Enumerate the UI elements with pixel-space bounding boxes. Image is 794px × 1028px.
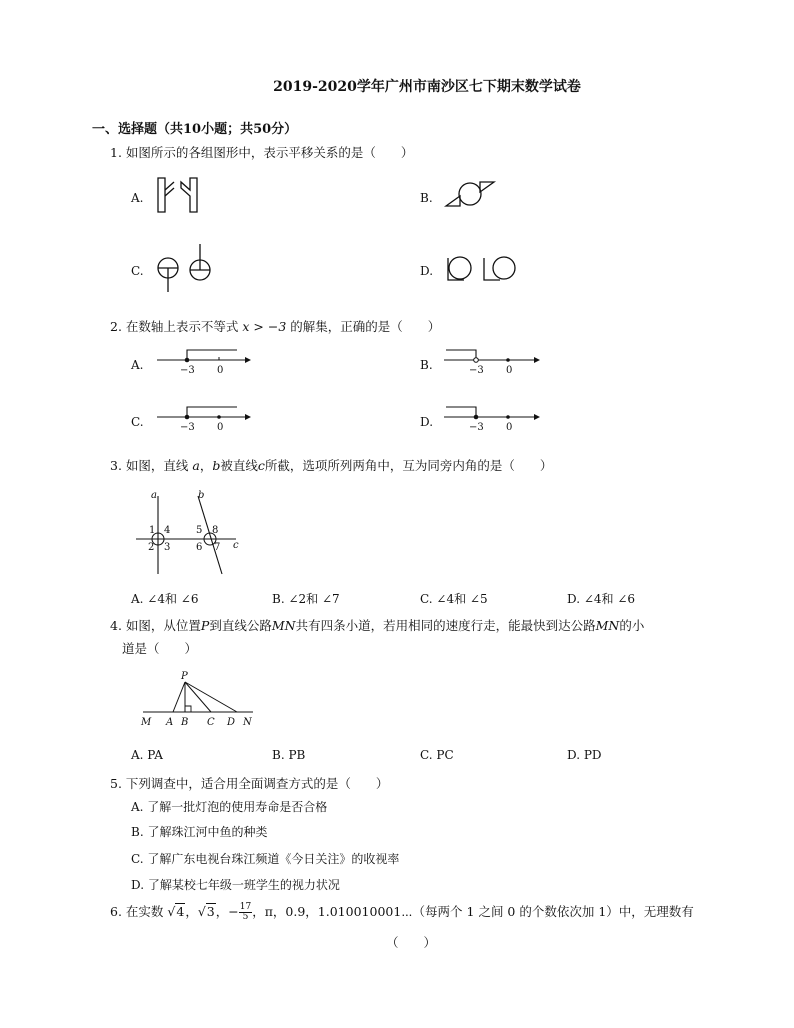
- q2-numberline-c: [155, 401, 255, 435]
- question-6-stem: [110, 902, 694, 922]
- q3-option-b: B. ∠2和 ∠7: [272, 592, 340, 606]
- q3-comma: ，: [199, 458, 213, 473]
- q4-stem-mid: 到直线公路: [209, 618, 272, 633]
- q4-label-m: M: [141, 717, 152, 728]
- q3-stem-pre: 3. 如图，直线: [110, 458, 189, 473]
- q2a-tick-0: 0: [217, 365, 224, 376]
- q3-figure: [130, 488, 250, 578]
- q1-option-c-label: C.: [131, 264, 144, 278]
- q6-stem-pre: 6. 在实数: [110, 904, 164, 919]
- q1-option-b-label: B.: [420, 191, 433, 205]
- q2-numberline-a: [155, 344, 255, 378]
- q3-stem-post: 所截，选项所列两角中，互为同旁内角的是（ ）: [264, 458, 553, 473]
- question-5-stem: 5. 下列调查中，适合用全面调查方式的是（ ）: [110, 776, 389, 791]
- q2-option-a-label: A.: [131, 358, 144, 372]
- q4-road-mn-2: MN: [595, 618, 620, 633]
- q4-stem-post: 共有四条小道，若用相同的速度行走，能最快到达公路: [295, 618, 596, 633]
- q4-label-p: P: [181, 671, 188, 682]
- question-3-stem: [110, 456, 552, 474]
- question-6-blank: （ ）: [386, 935, 437, 950]
- q3-line-a: a: [192, 458, 200, 473]
- q2-option-d-label: D.: [420, 415, 434, 429]
- q6-stem-rest: ，π，0.9，1.010010001⋯（每两个 1 之间 0 的个数依次加 1）中，无理数有: [252, 904, 694, 919]
- q3-angle-3: 3: [164, 542, 171, 553]
- q4-stem-end: 的小: [619, 618, 645, 633]
- q5-option-c: C. 了解广东电视台珠江频道《今日关注》的收视率: [131, 852, 400, 866]
- question-4-stem-line2: 道是（ ）: [122, 641, 198, 656]
- q3-angle-1: 1: [149, 525, 156, 536]
- q5-option-a: A. 了解一批灯泡的使用寿命是否合格: [131, 800, 328, 814]
- q3-angle-5: 5: [196, 525, 203, 536]
- section-heading: 一、选择题（共10小题；共50分）: [92, 122, 298, 137]
- q3-angle-7: 7: [214, 542, 221, 553]
- q6-fraction: [239, 903, 252, 922]
- q6-sqrt-4: √4: [167, 904, 185, 919]
- q3-label-a: a: [151, 490, 157, 501]
- q4-option-c: C. PC: [420, 748, 454, 762]
- q4-option-b: B. PB: [272, 748, 306, 762]
- q2-inequality: x > −3: [242, 319, 287, 334]
- question-1-stem: 1. 如图所示的各组图形中，表示平移关系的是（ ）: [110, 145, 414, 160]
- q4-stem-pre: 4. 如图，从位置: [110, 618, 201, 633]
- q4-label-d: D: [227, 717, 236, 728]
- q4-label-c: C: [207, 717, 215, 728]
- q3-line-b: b: [212, 458, 221, 473]
- q1-figure-d: [440, 252, 530, 286]
- q3-option-d: D. ∠4和 ∠6: [567, 592, 636, 606]
- q4-label-n: N: [243, 717, 252, 728]
- q1-figure-c: [150, 240, 220, 294]
- q2a-tick-neg3: −3: [180, 365, 195, 376]
- q2d-tick-neg3: −3: [469, 422, 484, 433]
- q4-label-b: B: [181, 717, 189, 728]
- q2b-tick-0: 0: [506, 365, 513, 376]
- q2d-tick-0: 0: [506, 422, 513, 433]
- q1-figure-a: [150, 176, 210, 216]
- q2c-tick-neg3: −3: [180, 422, 195, 433]
- q1-option-d-label: D.: [420, 264, 434, 278]
- q6-frac-num: 17: [239, 902, 252, 912]
- q5-option-b: B. 了解珠江河中鱼的种类: [131, 825, 268, 839]
- q1-figure-b: [440, 172, 500, 212]
- q6-frac-den: 5: [242, 912, 249, 922]
- q3-angle-8: 8: [212, 525, 219, 536]
- q3-option-c: C. ∠4和 ∠5: [420, 592, 488, 606]
- q3-line-c: c: [257, 458, 265, 473]
- q6-neg-sign: −: [228, 904, 239, 919]
- question-2-stem: [110, 317, 440, 335]
- q1-option-a-label: A.: [131, 191, 144, 205]
- q3-label-b: b: [198, 490, 205, 501]
- q4-point-p: P: [200, 618, 210, 633]
- q2-option-b-label: B.: [420, 358, 433, 372]
- page-title: 2019-2020学年广州市南沙区七下期末数学试卷: [273, 79, 581, 95]
- q2-option-c-label: C.: [131, 415, 144, 429]
- question-4-stem-line1: [110, 616, 644, 634]
- q2-numberline-d: [442, 401, 542, 435]
- q4-figure: [135, 668, 265, 732]
- q5-option-d: D. 了解某校七年级一班学生的视力状况: [131, 878, 340, 892]
- q2b-tick-neg3: −3: [469, 365, 484, 376]
- q3-angle-6: 6: [196, 542, 203, 553]
- q3-label-c: c: [233, 540, 239, 551]
- q2-stem-pre: 2. 在数轴上表示不等式: [110, 319, 239, 334]
- q3-angle-2: 2: [148, 542, 155, 553]
- q6-sep-2: ，: [215, 904, 229, 919]
- q4-option-d: D. PD: [567, 748, 602, 762]
- q3-option-a: A. ∠4和 ∠6: [131, 592, 199, 606]
- q4-label-a: A: [166, 717, 174, 728]
- q2c-tick-0: 0: [217, 422, 224, 433]
- q3-angle-4: 4: [164, 525, 171, 536]
- q4-road-mn: MN: [271, 618, 296, 633]
- q2-stem-post: 的解集，正确的是（ ）: [290, 319, 441, 334]
- q3-mid: 被直线: [220, 458, 258, 473]
- q2-numberline-b: [442, 344, 542, 378]
- q6-sqrt-3: √3: [197, 904, 215, 919]
- q6-sep-1: ，: [185, 904, 198, 919]
- q4-option-a: A. PA: [131, 748, 163, 762]
